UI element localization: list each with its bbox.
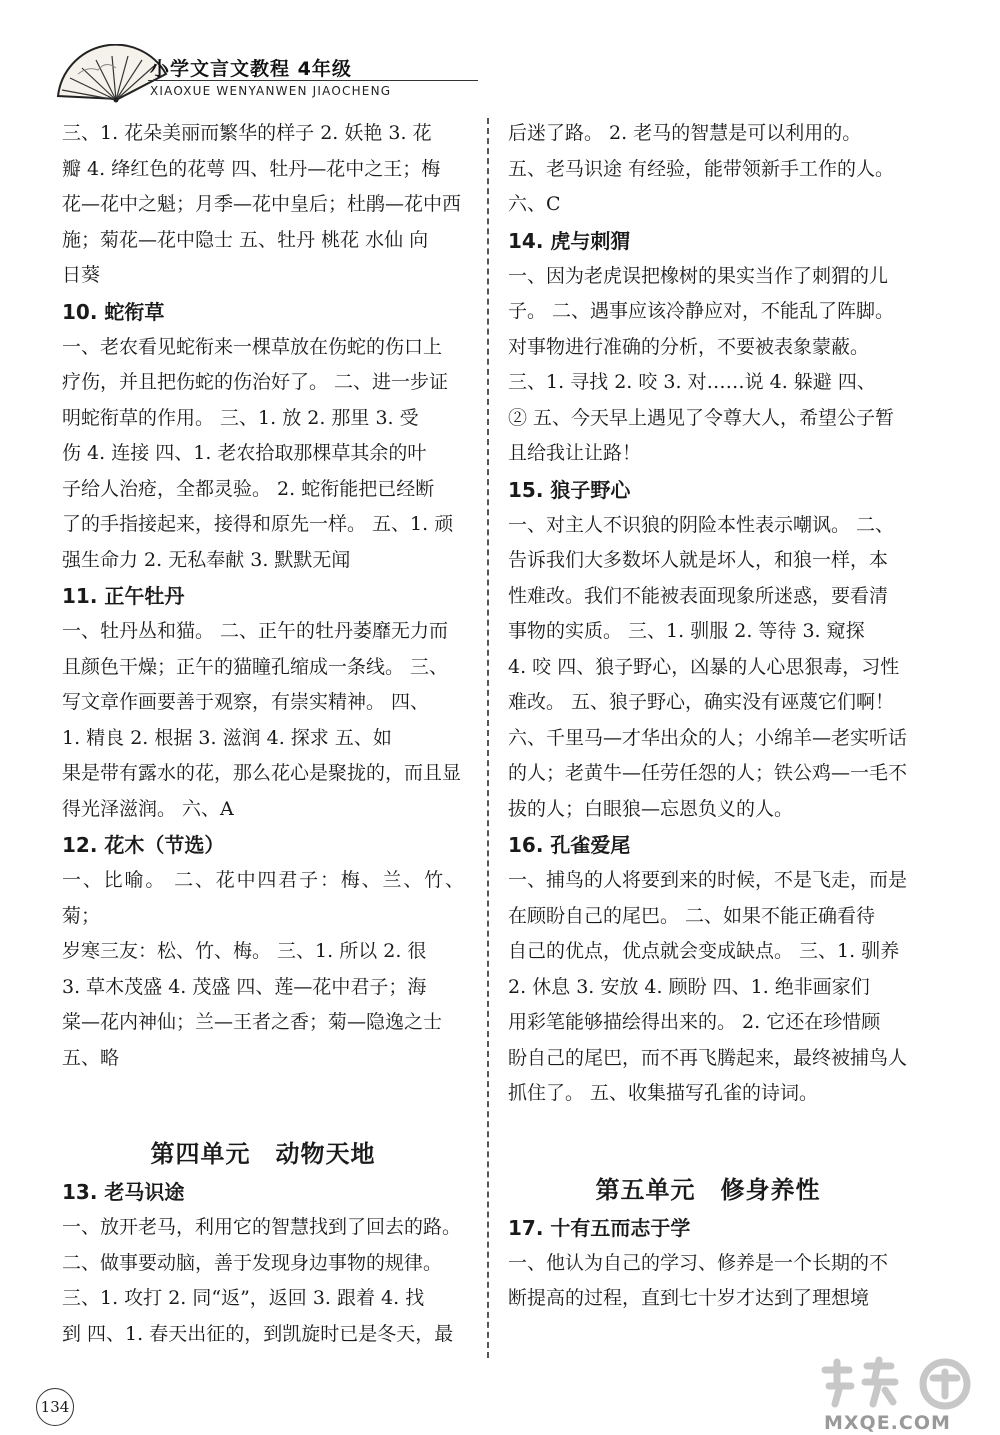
text-line: 三、1. 寻找 2. 咬 3. 对……说 4. 躲避 四、 bbox=[508, 371, 876, 393]
book-subtitle: XIAOXUE WENYANWEN JIAOCHENG bbox=[150, 84, 392, 98]
text-line: 果是带有露水的花，那么花心是聚拢的，而且显 bbox=[62, 762, 462, 784]
text-line: 岁寒三友：松、竹、梅。 三、1. 所以 2. 很 bbox=[62, 940, 427, 962]
text-line: 三、1. 花朵美丽而繁华的样子 2. 妖艳 3. 花 bbox=[62, 122, 432, 144]
header-rule bbox=[148, 80, 478, 81]
text-line: 了的手指接起来，接得和原先一样。 五、1. 顽 bbox=[62, 513, 454, 535]
text-line: 施；菊花—花中隐士 五、牡丹 桃花 水仙 向 bbox=[62, 228, 429, 251]
text-line: 写文章作画要善于观察，有崇实精神。 四、 bbox=[62, 691, 430, 713]
answer-block-12 bbox=[62, 863, 464, 1076]
text-line: 子。 二、遇事应该冷静应对，不能乱了阵脚。 bbox=[508, 300, 895, 322]
answer-block-16 bbox=[508, 863, 908, 1112]
text-line: 4. 咬 四、狼子野心，凶暴的人心思狠毒，习性 bbox=[508, 655, 900, 678]
text-line: ② 五、今天早上遇见了令尊大人，希望公子暂 bbox=[508, 406, 895, 429]
text-line: 一、牡丹丛和猫。 二、正午的牡丹萎靡无力而 bbox=[62, 620, 449, 642]
page-number: 134 bbox=[36, 1388, 74, 1426]
section-heading-11: 11. 正午牡丹 bbox=[62, 584, 185, 608]
section-heading-15: 15. 狼子野心 bbox=[508, 477, 631, 502]
section-heading-17: 17. 十有五而志于学 bbox=[508, 1215, 691, 1240]
text-line: 3. 草木茂盛 4. 茂盛 四、莲—花中君子；海 bbox=[62, 975, 427, 998]
text-line: 日葵 bbox=[62, 264, 101, 286]
book-title: 小学文言文教程 4年级 bbox=[150, 58, 352, 80]
text-line: 用彩笔能够描绘得出来的。 2. 它还在珍惜顾 bbox=[508, 1011, 881, 1033]
text-line: 得光泽滋润。 六、A bbox=[62, 797, 234, 820]
section-heading-10: 10. 蛇衔草 bbox=[62, 299, 165, 324]
answer-block-13-continued bbox=[508, 116, 908, 223]
text-line: 对事物进行准确的分析，不要被表象蒙蔽。 bbox=[508, 335, 870, 358]
text-line: 且给我让让路！ bbox=[508, 442, 642, 464]
page-header bbox=[40, 38, 460, 104]
text-line: 断提高的过程，直到七十岁才达到了理想境 bbox=[508, 1287, 870, 1309]
text-line: 一、比喻。 二、花中四君子：梅、兰、竹、菊； bbox=[62, 869, 464, 927]
text-line: 抓住了。 五、收集描写孔雀的诗词。 bbox=[508, 1082, 819, 1104]
answer-block-15 bbox=[508, 508, 908, 828]
text-line: 伤 4. 连接 四、1. 老农拾取那棵草其余的叶 bbox=[62, 442, 427, 464]
section-heading-16: 16. 孔雀爱尾 bbox=[508, 833, 631, 857]
text-line: 疗伤，并且把伤蛇的伤治好了。 二、进一步证 bbox=[62, 371, 449, 393]
text-line: 明蛇衔草的作用。 三、1. 放 2. 那里 3. 受 bbox=[62, 406, 419, 429]
answer-block-14 bbox=[508, 259, 908, 472]
text-line: 且颜色干燥；正午的猫瞳孔缩成一条线。 三、 bbox=[62, 655, 449, 678]
text-line: 难改。 五、狼子野心，确实没有诬蔑它们啊！ bbox=[508, 691, 895, 713]
answer-block-13 bbox=[62, 1210, 464, 1352]
text-line: 子给人治疮，全都灵验。 2. 蛇衔能把已经断 bbox=[62, 477, 435, 500]
answer-block-9-continued bbox=[62, 116, 464, 294]
text-line: 后迷了路。 2. 老马的智慧是可以利用的。 bbox=[508, 122, 862, 144]
spacer bbox=[508, 1112, 908, 1170]
section-heading-13: 13. 老马识途 bbox=[62, 1180, 185, 1204]
text-line: 1. 精良 2. 根据 3. 滋润 4. 探求 五、如 bbox=[62, 726, 392, 749]
text-line: 二、做事要动脑，善于发现身边事物的规律。 bbox=[62, 1251, 443, 1274]
text-line: 五、老马识途 有经验，能带领新手工作的人。 bbox=[508, 157, 895, 180]
column-divider bbox=[487, 118, 489, 1358]
text-line: 的人；老黄牛—任劳任怨的人；铁公鸡—一毛不 bbox=[508, 762, 908, 784]
left-column bbox=[62, 116, 464, 1352]
text-line: 瓣 4. 绛红色的花萼 四、牡丹—花中之王；梅 bbox=[62, 157, 441, 180]
answer-block-10 bbox=[62, 330, 464, 579]
text-line: 在顾盼自己的尾巴。 二、如果不能正确看待 bbox=[508, 904, 876, 927]
answer-block-17 bbox=[508, 1246, 908, 1317]
text-line: 六、千里马—才华出众的人；小绵羊—老实听话 bbox=[508, 726, 908, 749]
right-column bbox=[508, 116, 908, 1317]
text-line: 强生命力 2. 无私奉献 3. 默默无闻 bbox=[62, 548, 351, 571]
text-line: 2. 休息 3. 安放 4. 顾盼 四、1. 绝非画家们 bbox=[508, 975, 870, 998]
section-heading-12: 12. 花木（节选） bbox=[62, 833, 225, 857]
text-line: 六、C bbox=[508, 193, 561, 215]
text-line: 一、他认为自己的学习、修养是一个长期的不 bbox=[508, 1251, 889, 1274]
answer-block-11 bbox=[62, 614, 464, 827]
watermark-url: MXQE.COM bbox=[824, 1412, 951, 1434]
text-line: 拔的人；白眼狼—忘恩负义的人。 bbox=[508, 797, 794, 820]
unit-heading-5: 第五单元 修身养性 bbox=[595, 1174, 821, 1204]
text-line: 盼自己的尾巴，而不再飞腾起来，最终被捕鸟人 bbox=[508, 1046, 908, 1069]
unit-heading-4: 第四单元 动物天地 bbox=[150, 1139, 376, 1168]
text-line: 一、捕鸟的人将要到来的时候，不是飞走，而是 bbox=[508, 869, 908, 891]
section-heading-14: 14. 虎与刺猬 bbox=[508, 228, 631, 253]
text-line: 五、略 bbox=[62, 1046, 120, 1069]
text-line: 一、老农看见蛇衔来一棵草放在伤蛇的伤口上 bbox=[62, 335, 443, 358]
text-line: 棠—花内神仙；兰—王者之香；菊—隐逸之士 bbox=[62, 1011, 443, 1033]
text-line: 一、放开老马，利用它的智慧找到了回去的路。 bbox=[62, 1216, 462, 1238]
spacer bbox=[62, 1076, 464, 1134]
text-line: 事物的实质。 三、1. 驯服 2. 等待 3. 窥探 bbox=[508, 620, 865, 642]
text-line: 一、因为老虎误把橡树的果实当作了刺猬的儿 bbox=[508, 264, 889, 287]
text-line: 自己的优点，优点就会变成缺点。 三、1. 驯养 bbox=[508, 940, 900, 962]
text-line: 花—花中之魁；月季—花中皇后；杜鹃—花中西 bbox=[62, 193, 462, 215]
text-line: 到 四、1. 春天出征的，到凯旋时已是冬天，最 bbox=[62, 1322, 454, 1345]
text-line: 告诉我们大多数坏人就是坏人，和狼一样，本 bbox=[508, 549, 889, 571]
text-line: 三、1. 攻打 2. 同“返”，返回 3. 跟着 4. 找 bbox=[62, 1287, 425, 1309]
text-line: 一、对主人不识狼的阴险本性表示嘲讽。 二、 bbox=[508, 513, 895, 536]
text-line: 性难改。我们不能被表面现象所迷惑，要看清 bbox=[508, 584, 889, 607]
